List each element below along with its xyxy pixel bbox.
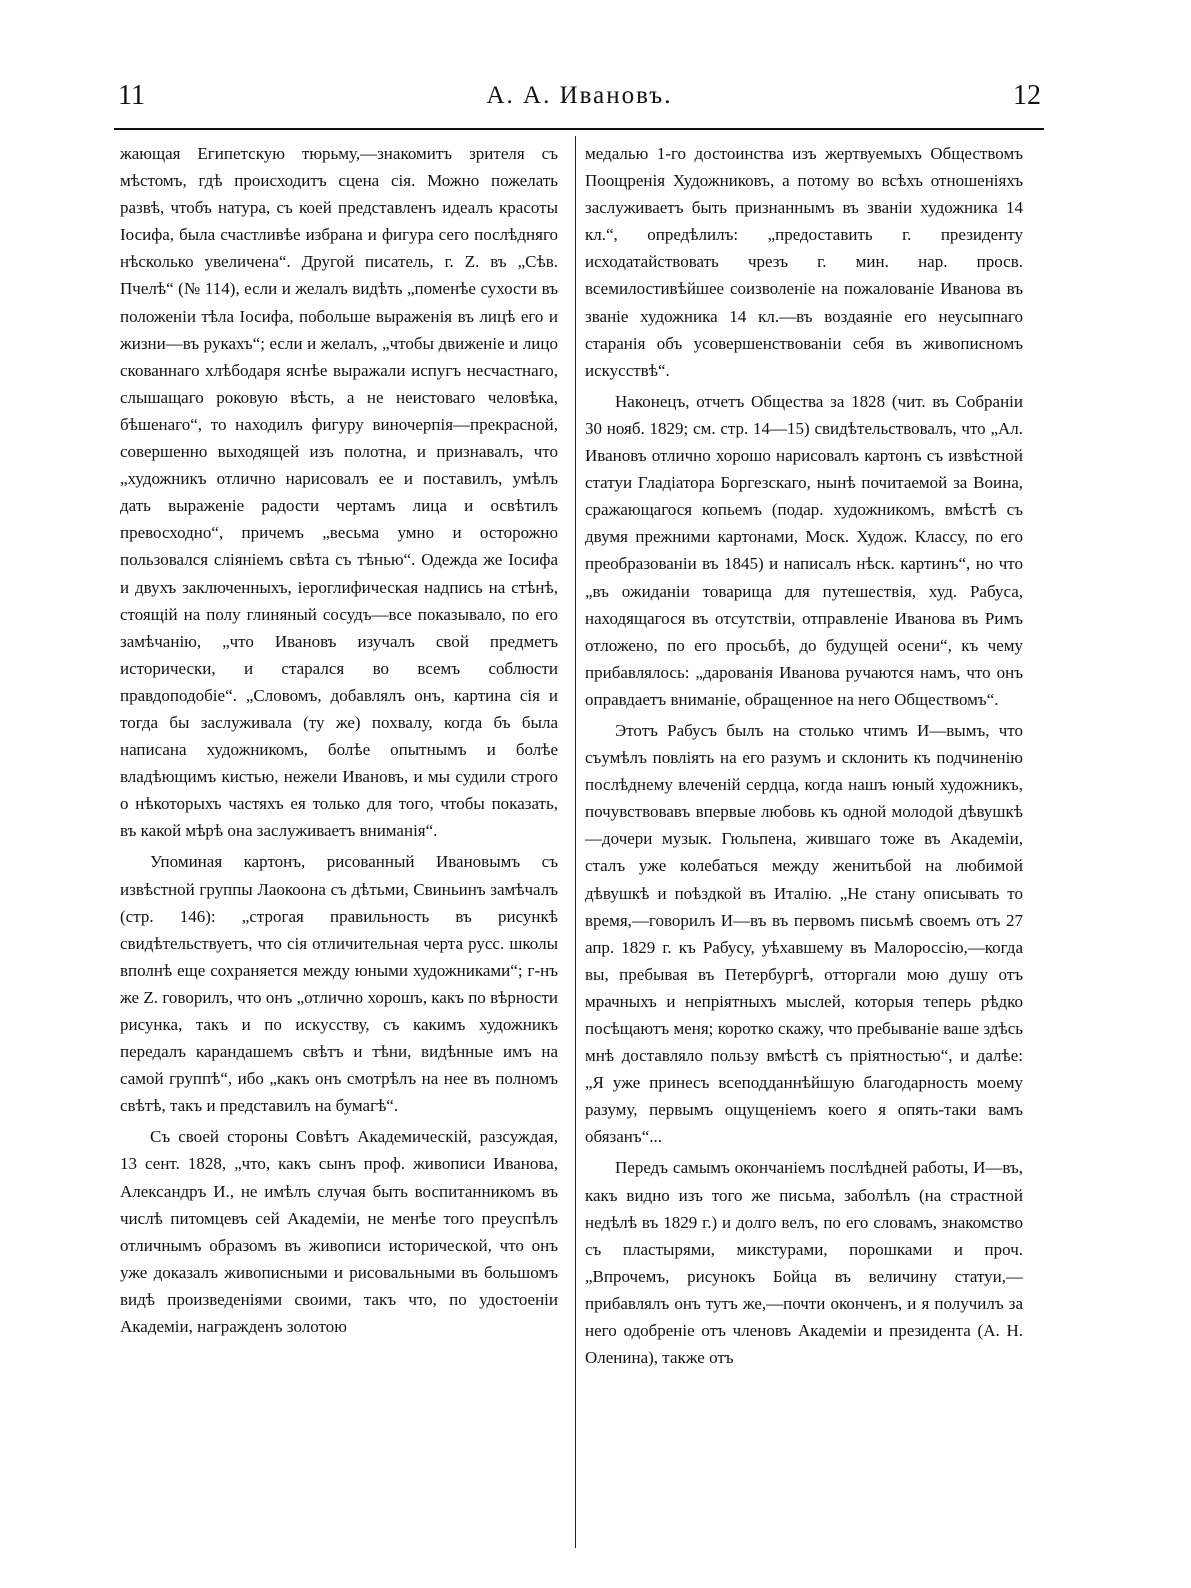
paragraph: Упоминая картонъ, рисованный Ивановымъ съ извѣстной группы Лаокоона съ дѣтьми, Свиньинъ замѣчалъ (стр. 146): „строгая правильность въ рисункѣ свидѣтельствуетъ, что сія отличительная черта русс. школы вполнѣ еще сохраняется между юными художниками“; г-нъ же Z. говорилъ, что онъ „отлично хорошъ, какъ по вѣрности рисунка, такъ и по искусству, съ какимъ художникъ передалъ карандашемъ свѣтъ и тѣни, видѣнные имъ на самой группѣ“, ибо „какъ онъ смотрѣлъ на нее въ полномъ свѣтѣ, такъ и представилъ на бумагѣ“.	[120, 852, 558, 1116]
paragraph: Этотъ Рабусъ былъ на столько чтимъ И—вымъ, что съумѣлъ повліять на его разумъ и склонить къ подчиненію послѣднему влеченій сердца, когда нашъ юный художникъ, почувствовавъ впервые любовь къ одной молодой дѣвушкѣ—дочери музык. Гюльпена, жившаго тоже въ Академіи, сталъ уже колебаться между женитьбой на любимой дѣвушкѣ и поѣздкой въ Италію. „Не стану описывать то время,—говорилъ И—въ въ первомъ письмѣ своемъ отъ 27 апр. 1829 г. къ Рабусу, уѣхавшему въ Малороссію,—когда вы, пребывая въ Петербургѣ, отторгали мою душу отъ мрачныхъ и непріятныхъ мыслей, которыя теперь рѣдко посѣщаютъ меня; коротко скажу, что пребываніе ваше здѣсь мнѣ доставляло пользу вмѣстѣ съ пріятностью“, и далѣе: „Я уже принесъ всеподданнѣйшую благодарность моему разуму, первымъ ощущеніемъ коего я опять-таки вамъ обязанъ“...	[585, 720, 1023, 1147]
page-header	[118, 80, 1041, 124]
left-column	[120, 140, 558, 1340]
paragraph: Съ своей стороны Совѣтъ Академическій, разсуждая, 13 сент. 1828, „что, какъ сынъ проф. живописи Иванова, Александръ И., не имѣлъ случая быть воспитанникомъ въ числѣ питомцевъ сей Академіи, не менѣе того преуспѣлъ отличнымъ образомъ въ живописи исторической, что онъ уже доказалъ живописными и рисовальными въ большомъ видѣ произведеніями своими, такъ что, по удостоеніи Академіи, награжденъ золотою	[120, 1127, 558, 1337]
page-number-left: 11	[118, 80, 145, 111]
paragraph: Наконецъ, отчетъ Общества за 1828 (чит. въ Собраніи 30 нояб. 1829; см. стр. 14—15) свидѣтельствовалъ, что „Ал. Ивановъ отлично хорошо нарисовалъ картонъ съ извѣстной статуи Гладіатора Боргезскаго, нынѣ почитаемой за Воина, сражающагося копьемъ (подар. художникомъ, вмѣстѣ съ двумя прежними картонами, Моск. Худож. Классу, по его преобразованіи въ 1845) и написалъ нѣск. картинъ“, но что „въ ожиданіи товарища для путешествія, худ. Рабуса, находящагося въ отсутствіи, отправленіе Иванова въ Римъ отложено, по его просьбѣ, до будущей осени“, къ чему прибавлялось: „дарованія Иванова ручаются намъ, что онъ оправдаетъ вниманіе, обращенное на него Обществомъ“.	[585, 391, 1023, 709]
header-rule	[114, 128, 1044, 130]
right-column	[585, 140, 1023, 1371]
paragraph: медалью 1-го достоинства изъ жертвуемыхъ Обществомъ Поощренія Художниковъ, а потому во всѣхъ отношеніяхъ заслуживаетъ быть признаннымъ въ званіи художника 14 кл.“, опредѣлилъ: „предоставить г. президенту исходатайствовать чрезъ г. мин. нар. просв. всемилостивѣйшее соизволеніе на пожалованіе Иванова въ званіе художника 14 кл.—въ воздаяніе его неусыпнаго старанія объ усовершенствованіи себя въ живописномъ искусствѣ“.	[585, 144, 1023, 380]
column-divider	[575, 136, 576, 1548]
running-title: А. А. Ивановъ.	[486, 82, 673, 109]
paragraph: Передъ самымъ окончаніемъ послѣдней работы, И—въ, какъ видно изъ того же письма, заболѣлъ (на страстной недѣлѣ въ 1829 г.) и долго велъ, по его словамъ, знакомство съ пластырями, микстурами, порошками и проч. „Впрочемъ, рисунокъ Бойца въ величину статуи,—прибавлялъ онъ тутъ же,—почти оконченъ, и я получилъ за него одобреніе отъ членовъ Академіи и президента (А. Н. Оленина), также отъ	[585, 1158, 1023, 1368]
page-number-right: 12	[1013, 80, 1041, 111]
paragraph: жающая Египетскую тюрьму,—знакомитъ зрителя съ мѣстомъ, гдѣ происходитъ сцена сія. Можно пожелать развѣ, чтобъ натура, съ коей представленъ идеалъ красоты Іосифа, была счастливѣе избрана и фигура сего послѣдняго нѣсколько увеличена“. Другой писатель, г. Z. въ „Сѣв. Пчелѣ“ (№ 114), если и желалъ видѣть „поменѣе сухости въ положеніи тѣла Іосифа, побольше выраженія въ лицѣ его и жизни—въ рукахъ“; если и желалъ, „чтобы движеніе и лицо скованнаго хлѣбодаря яснѣе выражали испугъ несчастнаго, слышащаго роковую вѣсть, а не неистоваго человѣка, бѣшенаго“, то находилъ фигуру виночерпія—прекрасной, совершенно выходящей изъ полотна, и признавалъ, что „художникъ отлично нарисовалъ ее и поставилъ, умѣлъ дать выраженіе радости чертамъ лица и освѣтилъ превосходно“, причемъ „весьма умно и осторожно пользовался сліяніемъ свѣта съ тѣнью“. Одежда же Іосифа и двухъ заключенныхъ, іероглифическая надпись на стѣнѣ, стоящій на полу глиняный сосудъ—все показывало, по его замѣчанію, „что Ивановъ изучалъ свой предметъ исторически, и старался во всемъ соблюсти правдоподобіе“. „Словомъ, добавлялъ онъ, картина сія и тогда бы заслуживала (ту же) похвалу, когда бъ была написана художникомъ, болѣе опытнымъ и болѣе владѣющимъ кистью, нежели Ивановъ, и мы судили строго о нѣкоторыхъ частяхъ ея только для того, чтобы показать, въ какой мѣрѣ она заслуживаетъ вниманія“.	[120, 144, 558, 841]
